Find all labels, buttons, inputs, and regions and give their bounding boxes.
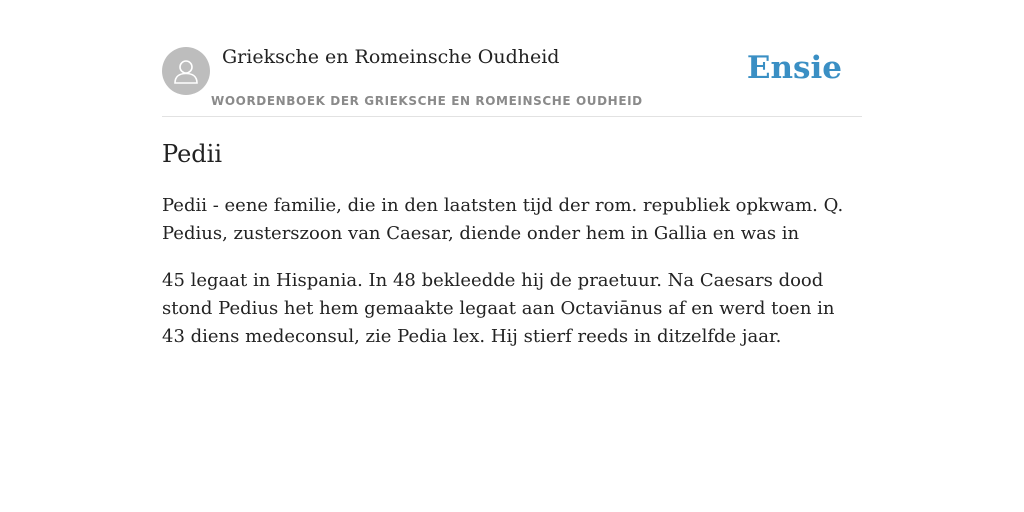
page-container [162,0,862,347]
entry-paragraph: 45 legaat in Hispania. In 48 bekleedde hij de praetuur. Na Caesars dood stond Pedius het hem gemaakte legaat aan Octaviānus af en werd toen in 43 diens medeconsul, zie Pedia lex. Hij stierf reeds in ditzelfde jaar. [162,270,835,347]
source-subtitle: WOORDENBOEK DER GRIEKSCHE EN ROMEINSCHE OUDHEID [211,94,643,108]
entry-title: Pedii [162,140,222,168]
source-header [162,0,862,117]
entry-body [162,192,862,370]
source-title[interactable]: Grieksche en Romeinsche Oudheid [222,46,560,68]
ensie-logo[interactable]: Ensie [746,50,842,86]
entry-paragraph: Pedii - eene familie, die in den laatsten tijd der rom. republiek opkwam. Q. Pedius, zusterszoon van Caesar, diende onder hem in Gallia en was in [162,195,844,244]
source-avatar[interactable] [162,47,210,95]
user-icon [171,56,201,86]
